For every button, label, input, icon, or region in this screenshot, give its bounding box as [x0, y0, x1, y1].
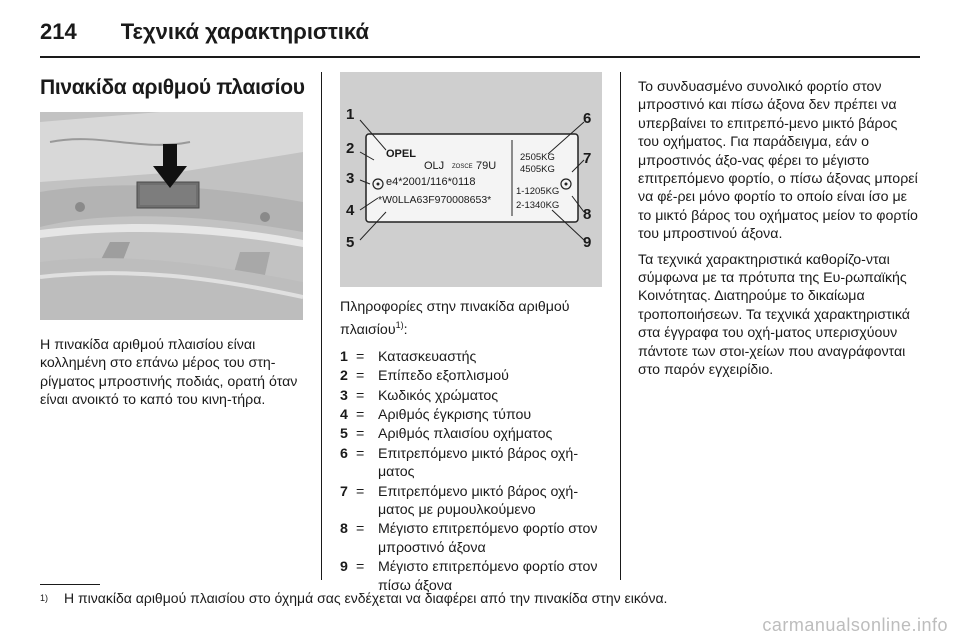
- header-rule: [40, 56, 920, 58]
- callout-2: 2: [346, 140, 355, 157]
- legend-equals: =: [356, 483, 365, 500]
- plate-approval: e4*2001/116*0118: [386, 176, 476, 188]
- plate-info-intro: [340, 298, 606, 340]
- legend-number: 5: [340, 426, 348, 443]
- plate-location-text: Η πινακίδα αριθμού πλαισίου είναι κολλημένη στο επάνω μέρος του στη-ρίγματος μπροστινής ποδιάς, ορατή όταν είναι ανοικτό το καπό του κινη-τήρα.: [40, 337, 298, 409]
- intro-text: Πληροφορίες στην πινακίδα αριθμού πλαισίου: [340, 299, 570, 339]
- legend-number: 1: [340, 348, 348, 365]
- legend-equals: =: [356, 368, 365, 385]
- plate-color-code: 79U: [476, 160, 497, 172]
- intro-colon: :: [403, 322, 408, 339]
- legend-number: 7: [340, 483, 348, 500]
- legend-number: 3: [340, 387, 348, 404]
- plate-weight-total: 2505KG: [520, 152, 555, 163]
- plate-info-block: [340, 298, 606, 596]
- plate-code: OLJ: [424, 160, 445, 172]
- legend-label: Αριθμός έγκρισης τύπου: [378, 407, 532, 424]
- legend-equals: =: [356, 521, 365, 538]
- vin-plate-illustration: [340, 72, 602, 287]
- legend-equals: =: [356, 348, 365, 365]
- footnote-ref: 1): [395, 320, 404, 331]
- legend-label: Επιτρεπόμενο μικτό βάρος οχή-ματος: [378, 445, 579, 481]
- plate-axle-rear: 2-1340KG: [516, 200, 560, 211]
- legend-number: 9: [340, 559, 348, 576]
- page-number: 214: [40, 19, 77, 44]
- legend-equals: =: [356, 559, 365, 576]
- callout-9: 9: [583, 234, 592, 251]
- legend-item: [340, 387, 606, 405]
- engine-bay-photo: [40, 112, 303, 320]
- plate-weight-train: 4505KG: [520, 164, 555, 175]
- callout-4: 4: [346, 202, 355, 219]
- legend-item: [340, 425, 606, 443]
- legend-item: [340, 520, 606, 557]
- axle-load-paragraph: Το συνδυασμένο συνολικό φορτίο στον μπροστινό και πίσω άξονα δεν πρέπει να υπερβαίνει το επιτρεπό-μενο μικτό βάρος του οχήματος. Για παράδειγμα, εάν ο μπροστινός άξο-νας φέρει το μέγιστο επιτρεπόμενο φορτίο, ο πίσω άξονας μπορεί να φέ-ρει μόνο φορτίο το οποίο είναι ίσο με το μικτό βάρος του οχήματος μείον το φορτίο του μπροστινού άξονα.: [638, 79, 918, 243]
- plate-brand: OPEL: [386, 148, 416, 160]
- legend-number: 8: [340, 521, 348, 538]
- specifications-paragraph: Τα τεχνικά χαρακτηριστικά καθορίζο-νται σύμφωνα με τα πρότυπα της Ευ-ρωπαϊκής Κοινότητας. Διατηρούμε το δικαίωμα τροποποιήσεων. Τα τεχνικά χαρακτηριστικά στα έγγραφα του οχή-ματος υπερισχύουν πάντοτε των στοι-χείων που αναγράφονται στο παρόν εγχειρίδιο.: [638, 251, 910, 379]
- legend-item: [340, 348, 606, 366]
- legend-item: [340, 367, 606, 385]
- legend-label: Κωδικός χρώματος: [378, 387, 499, 404]
- legend-equals: =: [356, 387, 365, 404]
- callout-8: 8: [583, 206, 592, 223]
- legend-label: Επιτρεπόμενο μικτό βάρος οχή-ματος με ρυμουλκούμενο: [378, 483, 579, 519]
- chapter-title: Τεχνικά χαρακτηριστικά: [120, 19, 369, 44]
- legend-label: Αριθμός πλαισίου οχήματος: [378, 426, 553, 443]
- legend-equals: =: [356, 445, 365, 462]
- callout-6: 6: [583, 110, 592, 127]
- footnote-text: Η πινακίδα αριθμού πλαισίου στο όχημά σας ενδέχεται να διαφέρει από την πινακίδα στην εικόνα.: [64, 590, 668, 606]
- section-title: Πινακίδα αριθμού πλαισίου: [40, 76, 305, 99]
- callout-3: 3: [346, 170, 355, 187]
- legend-item: [340, 406, 606, 424]
- load-info-block: [638, 78, 920, 387]
- legend-number: 4: [340, 407, 348, 424]
- callout-1: 1: [346, 106, 355, 123]
- legend-label: Κατασκευαστής: [378, 348, 477, 365]
- legend-number: 6: [340, 445, 348, 462]
- plate-vin: *W0LLA63F970008653*: [378, 194, 492, 206]
- legend-item: [340, 445, 606, 482]
- callout-7: 7: [583, 150, 592, 167]
- callout-5: 5: [346, 234, 355, 251]
- footnote-marker: 1): [40, 593, 49, 603]
- watermark: carmanualsonline.info: [762, 615, 948, 635]
- plate-axle-front: 1-1205KG: [516, 186, 560, 197]
- legend-item: [340, 483, 606, 520]
- arrow-down-icon: [153, 144, 187, 188]
- footnote-rule: [40, 584, 100, 585]
- column-divider-1: [321, 72, 322, 580]
- plate-code-small: ZOSCE: [452, 164, 473, 170]
- legend-equals: =: [356, 407, 365, 424]
- plate-legend: [340, 348, 606, 595]
- legend-label: Μέγιστο επιτρεπόμενο φορτίο στον πίσω άξονα: [378, 559, 598, 594]
- legend-label: Μέγιστο επιτρεπόμενο φορτίο στον μπροστινό άξονα: [378, 521, 598, 556]
- legend-equals: =: [356, 426, 365, 443]
- footnote: [40, 589, 667, 607]
- column-divider-2: [620, 72, 621, 580]
- legend-label: Επίπεδο εξοπλισμού: [378, 368, 509, 385]
- legend-number: 2: [340, 368, 348, 385]
- page-header: [40, 12, 369, 52]
